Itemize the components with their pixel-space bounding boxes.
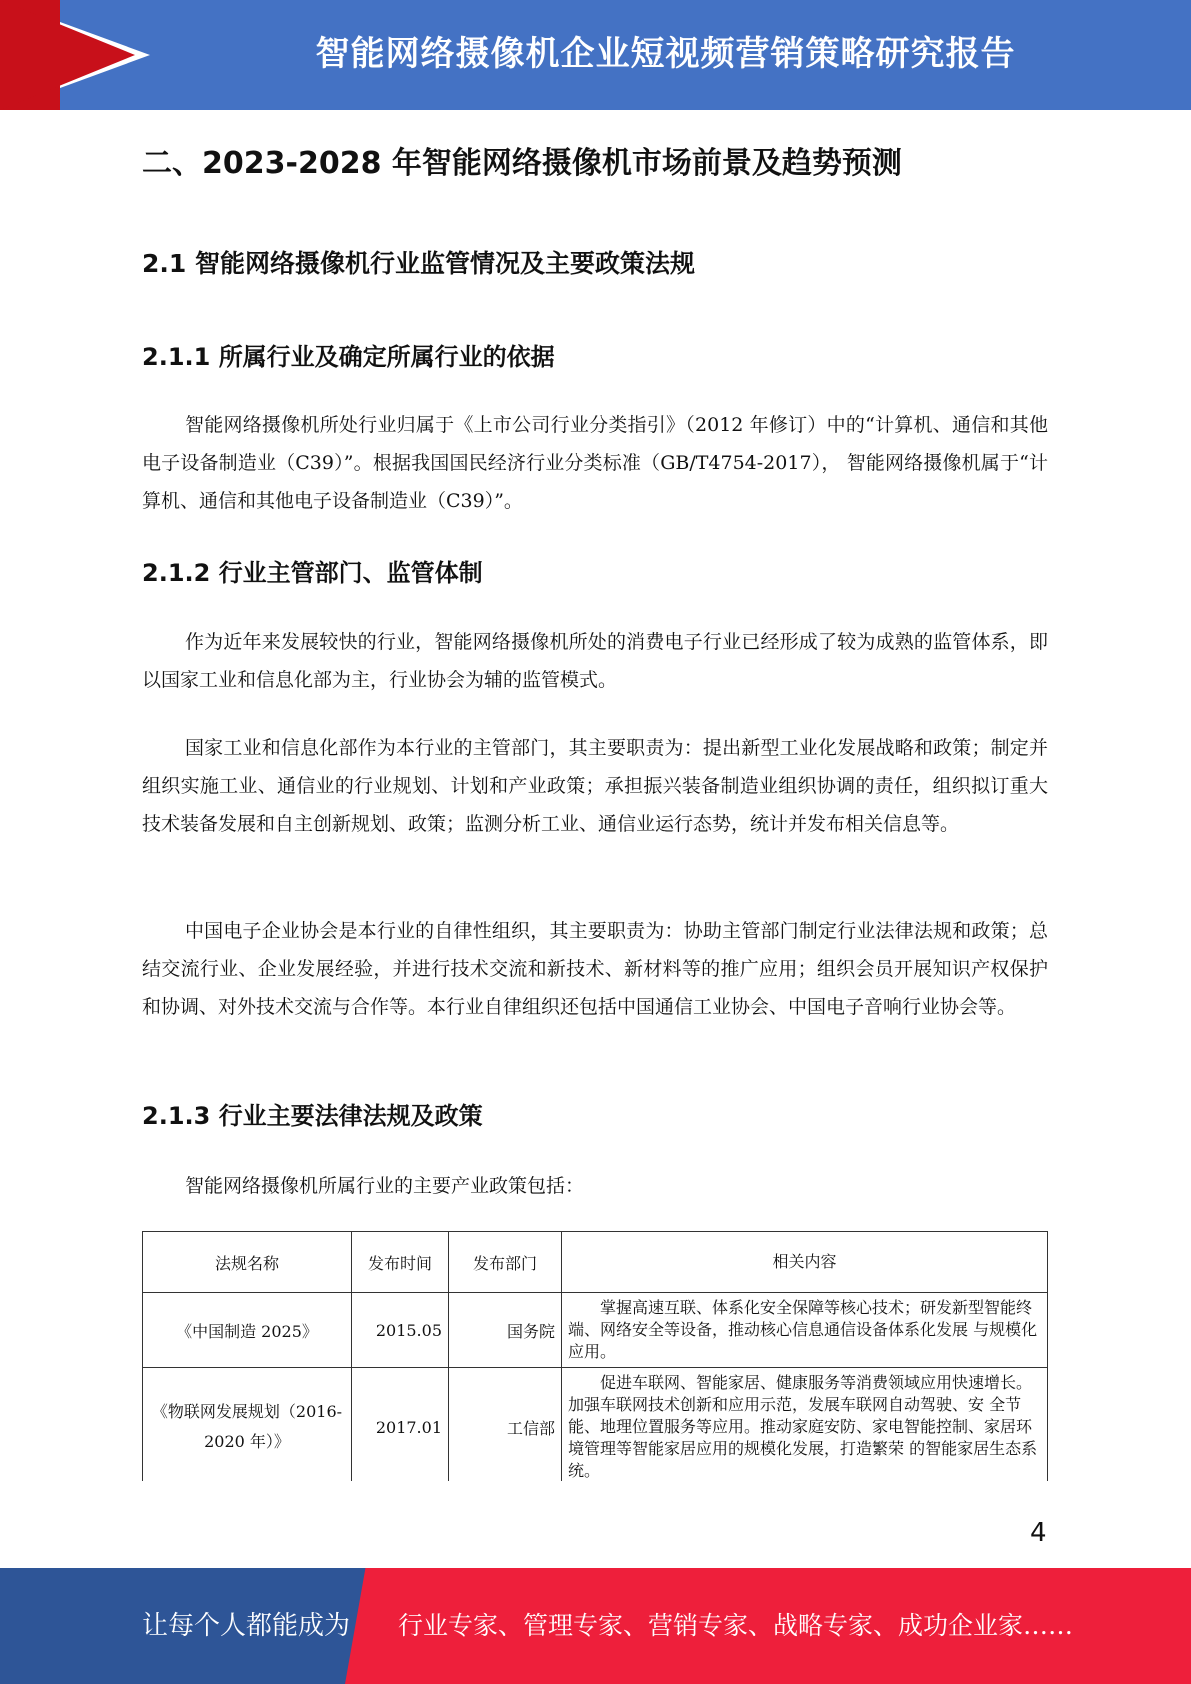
policy-table	[142, 1231, 1048, 1481]
column-header: 相关内容	[562, 1232, 1048, 1293]
page-footer	[0, 1568, 1191, 1684]
table-header-row	[143, 1232, 1048, 1293]
heading-2-1-2: 2.1.2 行业主管部门、监管体制	[142, 559, 483, 587]
release-date: 2015.05	[352, 1293, 449, 1368]
paragraph: 国家工业和信息化部作为本行业的主管部门，其主要职责为：提出新型工业化发展战略和政策；制定并组织实施工业、通信业的行业规划、计划和产业政策；承担振兴装备制造业组织协调的责任，组织拟订重大技术装备发展和自主创新规划、政策；监测分析工业、通信业运行态势，统计并发布相关信息等。	[142, 737, 1048, 835]
release-date: 2017.01	[352, 1368, 449, 1482]
table-row	[143, 1368, 1048, 1482]
subsection-heading: 2.1 智能网络摄像机行业监管情况及主要政策法规	[142, 249, 695, 278]
section-heading: 二、2023-2028 年智能网络摄像机市场前景及趋势预测	[142, 146, 902, 181]
heading-2-1-3: 2.1.3 行业主要法律法规及政策	[142, 1102, 483, 1130]
report-title: 智能网络摄像机企业短视频营销策略研究报告	[315, 34, 1016, 74]
footer-slogan-right: 行业专家、管理专家、营销专家、战略专家、成功企业家……	[398, 1611, 1074, 1640]
paragraph: 智能网络摄像机所处行业归属于《上市公司行业分类指引》（2012 年修订）中的“计算机、通信和其他电子设备制造业（C39）”。根据我国国民经济行业分类标准（GB/T4754-2017）， 智能网络摄像机属于“计算机、通信和其他电子设备制造业（C39）”。	[142, 414, 1048, 512]
regulation-name: 《物联网发展规划（2016-2020 年）》	[143, 1368, 352, 1482]
release-department: 工信部	[449, 1368, 562, 1482]
paragraph: 智能网络摄像机所属行业的主要产业政策包括：	[185, 1175, 585, 1197]
regulation-name: 《中国制造 2025》	[143, 1293, 352, 1368]
column-header: 法规名称	[143, 1232, 352, 1293]
page-number: 4	[1030, 1518, 1047, 1548]
page-header	[0, 0, 1191, 110]
column-header: 发布部门	[449, 1232, 562, 1293]
heading-2-1-1: 2.1.1 所属行业及确定所属行业的依据	[142, 343, 555, 371]
header-red-arrow	[0, 0, 135, 110]
related-content: 掌握高速互联、体系化安全保障等核心技术；研发新型智能终端、网络安全等设备，推动核心信息通信设备体系化发展 与规模化应用。	[562, 1293, 1048, 1368]
table-row	[143, 1293, 1048, 1368]
paragraph: 作为近年来发展较快的行业，智能网络摄像机所处的消费电子行业已经形成了较为成熟的监管体系，即以国家工业和信息化部为主，行业协会为辅的监管模式。	[142, 631, 1048, 691]
paragraph: 中国电子企业协会是本行业的自律性组织，其主要职责为：协助主管部门制定行业法律法规和政策；总结交流行业、企业发展经验，并进行技术交流和新技术、新材料等的推广应用；组织会员开展知识产权保护和协调、对外技术交流与合作等。本行业自律组织还包括中国通信工业协会、中国电子音响行业协会等。	[142, 920, 1048, 1018]
policy-table-clip	[0, 1231, 1191, 1481]
release-department: 国务院	[449, 1293, 562, 1368]
column-header: 发布时间	[352, 1232, 449, 1293]
related-content: 促进车联网、智能家居、健康服务等消费领域应用快速增长。 加强车联网技术创新和应用示范，发展车联网自动驾驶、安 全节能、地理位置服务等应用。推动家庭安防、家电智能控制、家居环境管理等智能家居应用的规模化发展，打造繁荣 的智能家居生态系统。	[562, 1368, 1048, 1482]
footer-slogan-left: 让每个人都能成为	[142, 1611, 351, 1641]
